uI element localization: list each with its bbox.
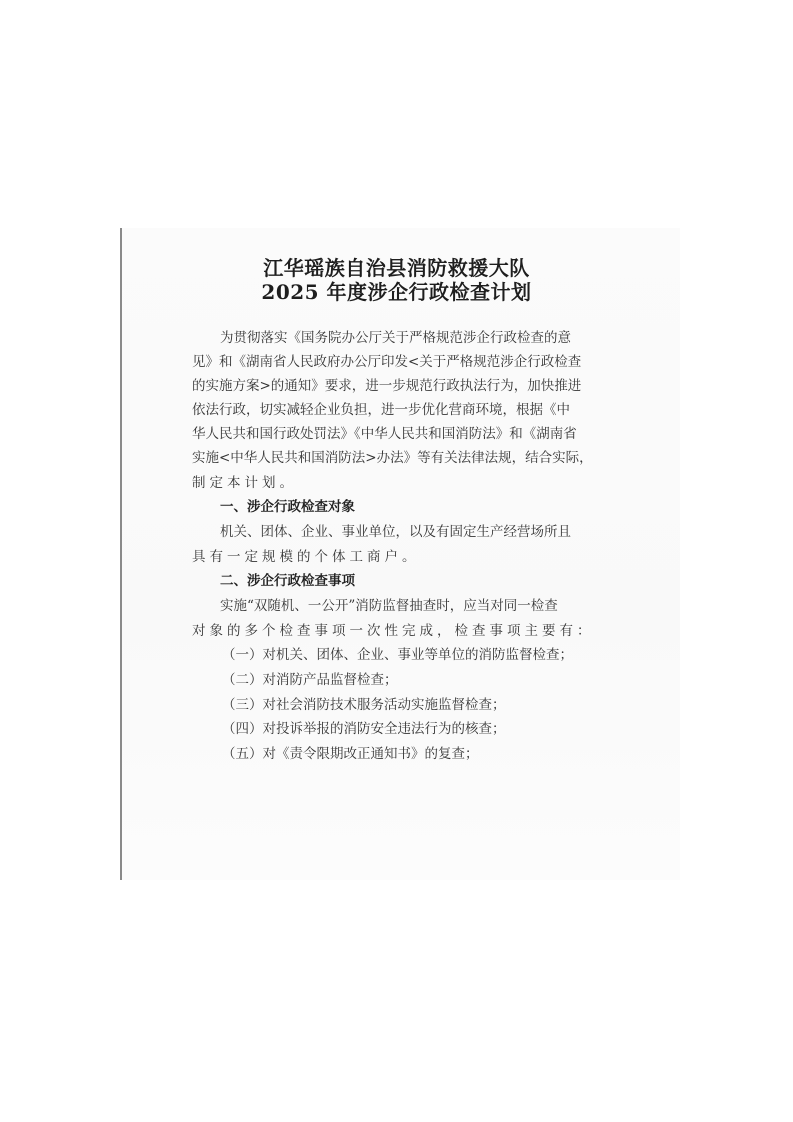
scan-border-line [120,228,122,880]
inspection-item: （一）对机关、团体、企业、事业等单位的消防监督检查； [222,647,573,663]
section1-line: 机关、团体、企业、事业单位，以及有固定生产经营场所且 [220,524,571,540]
section2-line: 实施“双随机、一公开”消防监督抽查时，应当对同一检查 [220,598,558,614]
intro-line: 实施<中华人民共和国消防法>办法》等有关法律法规，结合实际， [192,450,593,466]
intro-line: 依法行政，切实减轻企业负担，进一步优化营商环境，根据《中 [192,402,570,418]
intro-line: 见》和《湖南省人民政府办公厅印发<关于严格规范涉企行政检查 [192,354,582,370]
document-title-line-2: 2025 年度涉企行政检查计划 [261,280,532,304]
section-heading-inspection-items: 二、涉企行政检查事项 [220,573,355,589]
inspection-item: （二）对消防产品监督检查； [222,672,398,688]
inspection-item: （四）对投诉举报的消防安全违法行为的核查； [222,721,506,737]
intro-line: 为贯彻落实《国务院办公厅关于严格规范涉企行政检查的意 [220,330,571,346]
intro-line: 的实施方案>的通知》要求，进一步规范行政执法行为，加快推进 [192,378,582,394]
inspection-item: （三）对社会消防技术服务活动实施监督检查； [222,697,506,713]
document-title-line-1: 江华瑶族自治县消防救援大队 [263,256,530,280]
section2-line: 对象的多个检查事项一次性完成，检查事项主要有： [192,623,595,639]
intro-line: 华人民共和国行政处罚法》《中华人民共和国消防法》和《湖南省 [192,426,577,442]
section1-line: 具有一定规模的个体工商户。 [192,549,420,565]
intro-line: 制定本计划。 [192,475,297,491]
inspection-item: （五）对《责令限期改正通知书》的复查； [222,746,479,762]
section-heading-inspection-targets: 一、涉企行政检查对象 [220,499,355,515]
